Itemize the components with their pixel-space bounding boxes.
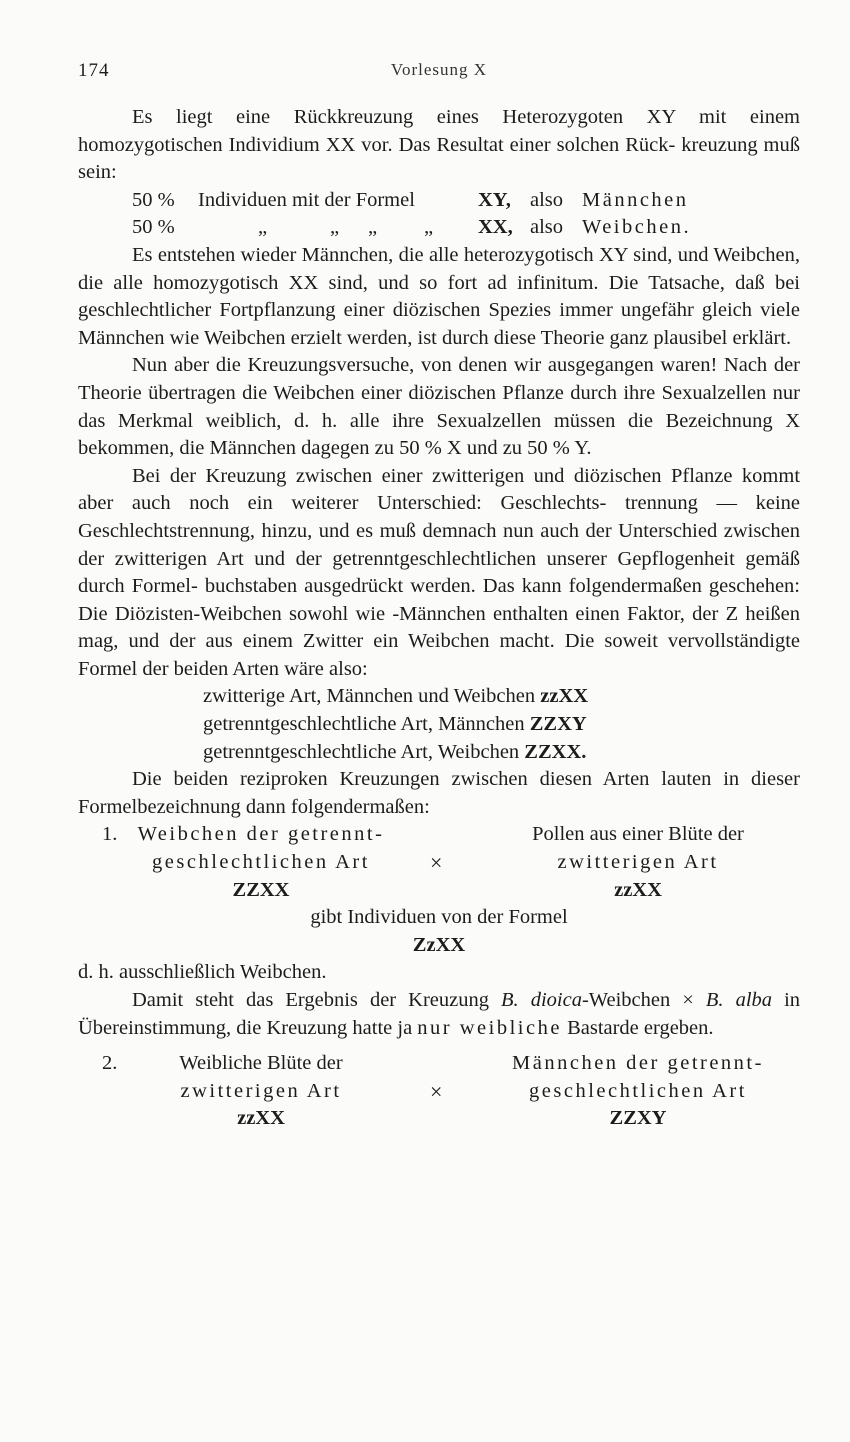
- cross-symbol: ×: [430, 850, 443, 876]
- paragraph-factor-z: Bei der Kreuzung zwischen einer zwitterigen und diözischen Pflanze kommt aber auch noch ein weiterer Unterschied: Geschlechts- trennung — keine Geschlechtstrennung, hinzu, und es muß demnach nun auch der Unterschied zwischen der zwitterigen Art und der getrenntgeschlechtlichen unserer Gepflogenheit gemäß durch Formel- buchstaben ausgedrückt werden. Das kann folgendermaßen geschehen: Die Diözisten-Weibchen sowohl wie -Männchen enthalten einen Faktor, der Z heißen mag, und der aus einem Zwitter ein Weibchen macht. Die soweit vervollständigte Formel der beiden Arten wäre also:: [78, 464, 801, 680]
- cross-scheme-2: [78, 1050, 800, 1133]
- paragraph-sex-ratio: Es entstehen wieder Männchen, die alle heterozygotisch XY sind, und Weibchen, die alle homozygotisch XX sind, und so fort ad infinitum. Die Tatsache, daß bei geschlechtlicher Fortpflanzung einer diözischen Spezies immer ungefähr gleich viele Männchen wie Weibchen erzielt werden, ist durch diese Theorie ganz plausibel erklärt.: [78, 243, 801, 349]
- paragraph-crossing-experiments: Nun aber die Kreuzungsversuche, von denen wir ausgegangen waren! Nach der Theorie übertragen die Weibchen einer diözischen Pflanze durch ihre Sexualzellen nur das Merkmal weiblich, d. h. alle ihre Sexualzellen müssen die Bezeichnung X bekommen, die Männchen dagegen zu 50 % X und zu 50 % Y.: [78, 354, 801, 460]
- cross-number: 2.: [102, 1052, 118, 1075]
- page-body: [78, 104, 800, 1133]
- cross-right-parent: Männchen der getrennt- geschlechtlichen Art ZZXY: [512, 1052, 764, 1130]
- formula-list: [203, 683, 800, 766]
- cross-left-parent: Weibchen der getrennt- geschlechtlichen Art ZZXX: [137, 823, 385, 901]
- cross-symbol: ×: [430, 1078, 443, 1104]
- cross-result-text: gibt Individuen von der Formel: [310, 906, 568, 929]
- paragraph-result: Damit steht das Ergebnis der Kreuzung B. dioica-Weibchen × B. alba in Übereinstimmung, die Kreuzung hatte ja nur weibliche Bastarde ergeben.: [78, 989, 801, 1039]
- cross-right-parent: Pollen aus einer Blüte der zwitterigen Art zzXX: [532, 823, 744, 901]
- formula-line: getrenntgeschlechtliche Art, Männchen ZZXY: [203, 713, 587, 736]
- ratio-line-females: 50 % „ „ „ „ XX, also Weibchen.: [132, 216, 692, 239]
- cross-conclusion: d. h. ausschließlich Weibchen.: [78, 961, 327, 984]
- species-name: B. dioica: [501, 989, 582, 1012]
- page-number: 174: [78, 60, 110, 81]
- formula-line: zwitterige Art, Männchen und Weibchen zzXX: [203, 685, 589, 708]
- running-title: Vorlesung X: [390, 60, 488, 79]
- paragraph-reciprocal-crosses: Die beiden reziproken Kreuzungen zwischen diesen Arten lauten in dieser Formelbezeichnung dann folgendermaßen:: [78, 768, 800, 818]
- page-header: [78, 60, 800, 86]
- cross-scheme-1: [78, 821, 800, 904]
- cross-left-parent: Weibliche Blüte der zwitterigen Art zzXX: [179, 1052, 343, 1130]
- ratio-line-males: 50 % Individuen mit der Formel XY, also Männchen: [132, 188, 689, 211]
- formula-line: getrenntgeschlechtliche Art, Weibchen ZZXX.: [203, 740, 587, 763]
- cross-number: 1.: [102, 823, 118, 846]
- cross-result-formula: ZzXX: [412, 933, 466, 956]
- species-name: B. alba: [705, 989, 773, 1012]
- paragraph-backcross: Es liegt eine Rückkreuzung eines Heterozygoten XY mit einem homozygotischen Individium XX vor. Das Resultat einer solchen Rück- kreuzung muß sein:: [78, 106, 801, 184]
